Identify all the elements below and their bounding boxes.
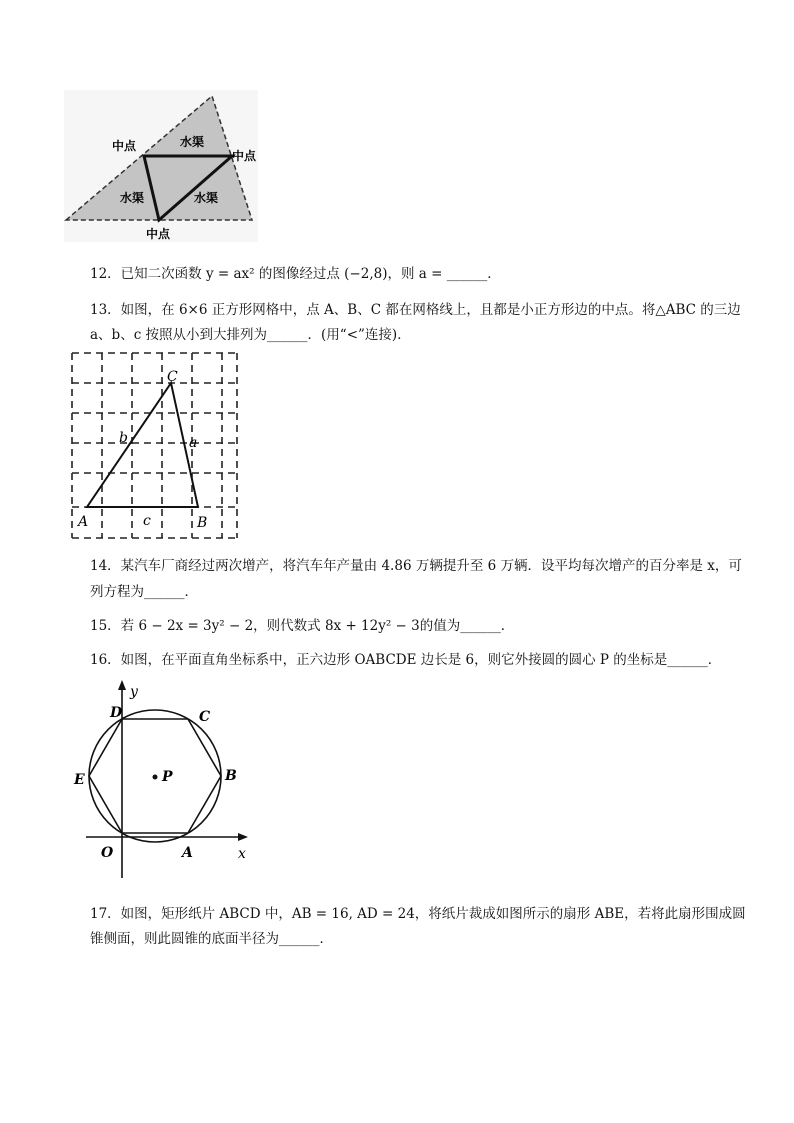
- midpoint-label-left: 中点: [112, 139, 137, 153]
- canal-label-top: 水渠: [180, 135, 205, 149]
- canal-label-right: 水渠: [194, 191, 219, 205]
- point-label-A: A: [182, 845, 193, 861]
- side-label-a: a: [189, 435, 198, 451]
- axis-label-y: y: [130, 684, 138, 700]
- side-label-c: c: [143, 513, 151, 529]
- question-13-line-1: 13．如图，在 6×6 正方形网格中，点 A、B、C 都在网格线上，且都是小正方形边的中点。将△ABC 的三边: [90, 302, 741, 318]
- point-label-E: E: [74, 772, 85, 788]
- vertex-label-A: A: [78, 514, 89, 530]
- hexagon-circle-figure: [66, 676, 252, 884]
- question-14-line-1: 14．某汽车厂商经过两次增产，将汽车年产量由 4.86 万辆提升至 6 万辆．设平均每次增产的百分率是 x，可: [90, 558, 742, 574]
- canal-label-left: 水渠: [120, 191, 145, 205]
- point-label-B: B: [225, 768, 237, 784]
- question-16: 16．如图，在平面直角坐标系中，正六边形 OABCDE 边长是 6，则它外接圆的圆心 P 的坐标是______．: [90, 652, 722, 668]
- question-12: 12．已知二次函数 y = ax² 的图像经过点 (−2,8)，则 a = ______．: [90, 266, 501, 282]
- vertex-label-B: B: [197, 515, 208, 531]
- side-label-b: b: [119, 430, 128, 446]
- vertex-label-C: C: [167, 369, 178, 385]
- point-label-C: C: [199, 709, 211, 725]
- axis-label-x: x: [238, 846, 246, 862]
- point-label-P: P: [162, 769, 173, 785]
- question-14-line-2: 列方程为______．: [90, 584, 198, 600]
- midpoint-label-right: 中点: [232, 149, 257, 163]
- point-label-D: D: [110, 705, 123, 721]
- question-17-line-2: 锥侧面，则此圆锥的底面半径为______．: [90, 931, 333, 947]
- canal-triangle-figure: [64, 90, 258, 242]
- point-label-O: O: [101, 845, 114, 861]
- question-13-line-2: a、b、c 按照从小到大排列为______．(用“<”连接)．: [90, 327, 411, 343]
- question-17-line-1: 17．如图，矩形纸片 ABCD 中，AB = 16, AD = 24，将纸片裁成如图所示的扇形 ABE，若将此扇形围成圆: [90, 906, 746, 922]
- question-15: 15．若 6 − 2x = 3y² − 2，则代数式 8x + 12y² − 3的值为______．: [90, 618, 515, 634]
- grid-triangle-figure: [64, 350, 244, 543]
- midpoint-label-bottom: 中点: [146, 227, 171, 241]
